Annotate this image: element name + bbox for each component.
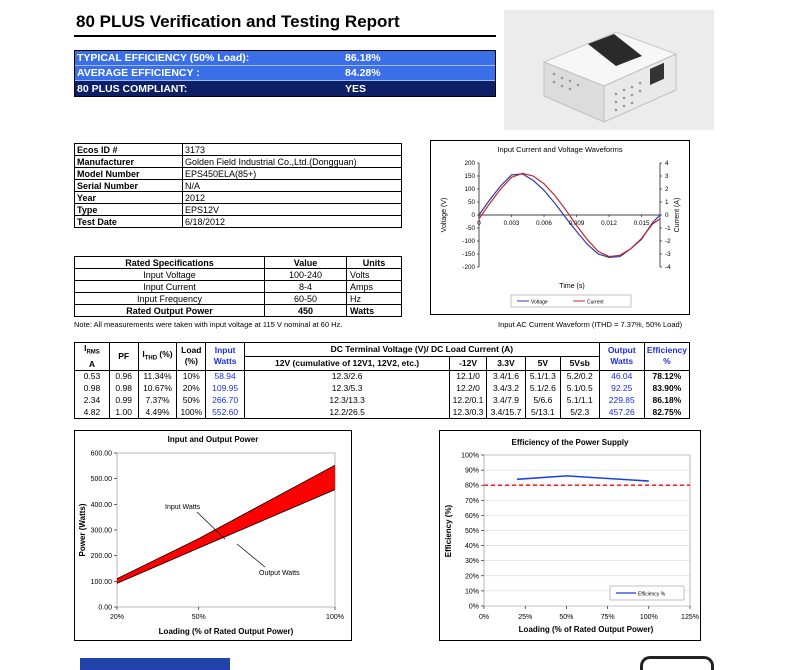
cell-pf: 0.98 (109, 382, 138, 394)
info-label: Model Number (75, 168, 183, 180)
cell-5v: 5.1/1.3 (525, 370, 560, 382)
cell-3v3: 3.4/15.7 (486, 406, 525, 418)
header-unit: Watts (610, 356, 634, 367)
info-label: Manufacturer (75, 156, 183, 168)
info-row (75, 192, 402, 204)
cell-irms: 4.82 (75, 406, 110, 418)
y-tick-label: 500.00 (90, 476, 112, 484)
y-tick-label: 200 (464, 160, 475, 168)
rated-value: 100-240 (265, 269, 347, 281)
info-label: Test Date (75, 216, 183, 228)
y-tick-label: 30% (464, 558, 479, 566)
cell-load: 20% (177, 382, 206, 394)
x-tick-label: 0% (478, 614, 490, 621)
cell-input: 58.94 (206, 370, 245, 382)
rated-header: Value (265, 257, 347, 269)
y-tick-label: 0 (471, 212, 475, 220)
power-chart-svg (75, 431, 351, 640)
info-row (75, 180, 402, 192)
cell-minus-12v: 12.2/0.1 (450, 394, 487, 406)
summary-row-typical (75, 51, 495, 66)
y2-tick-label: -1 (665, 225, 671, 233)
cell-pf: 0.99 (109, 394, 138, 406)
y-tick-label: 600.00 (90, 450, 112, 458)
x-tick-label: 0.015 (633, 220, 650, 227)
cell-ithd: 7.37% (138, 394, 177, 406)
info-value: 3173 (183, 144, 402, 156)
y-axis-label: Power (Watts) (78, 503, 87, 557)
x-tick-label: 50% (559, 614, 574, 621)
legend-label: Current (587, 299, 604, 306)
cell-3v3: 3.4/3.2 (486, 382, 525, 394)
cell-load: 50% (177, 394, 206, 406)
cell-irms: 2.34 (75, 394, 110, 406)
y2-tick-label: 2 (665, 186, 669, 194)
waveform-svg (431, 141, 689, 314)
rated-row (75, 281, 402, 293)
y-tick-label: 200.00 (90, 553, 112, 561)
title-rule (74, 35, 496, 37)
x-tick-label: 100% (326, 614, 344, 621)
info-label: Type (75, 204, 183, 216)
rated-value: 450 (265, 305, 347, 317)
cell-efficiency: 82.75% (644, 406, 689, 418)
col-5vsb: 5Vsb (560, 356, 599, 370)
col-irms (75, 343, 110, 371)
y2-tick-label: 4 (665, 160, 669, 168)
load-test-table (74, 342, 690, 419)
cell-output: 46.04 (599, 370, 644, 382)
y-tick-label: 100% (461, 452, 479, 460)
header-text: Efficiency (646, 345, 687, 356)
x-tick-label: 0.012 (601, 220, 617, 227)
cell-12v: 12.3/5.3 (245, 382, 450, 394)
rated-row (75, 293, 402, 305)
rated-header: Rated Specifications (75, 257, 265, 269)
cell-5vsb: 5.2/0.2 (560, 370, 599, 382)
info-row (75, 216, 402, 228)
rated-specifications-table (74, 256, 402, 317)
rated-value: 8-4 (265, 281, 347, 293)
chart-legend (610, 586, 684, 600)
col-minus-12v: -12V (450, 356, 487, 370)
col-12v: 12V (cumulative of 12V1, 12V2, etc.) (245, 356, 450, 370)
x-tick-label: 0.009 (568, 220, 585, 227)
summary-row-compliant (75, 81, 495, 96)
y2-tick-label: -4 (665, 264, 671, 272)
info-label: Serial Number (75, 180, 183, 192)
cell-input: 266.70 (206, 394, 245, 406)
chart-title: Input and Output Power (167, 435, 259, 444)
x-tick-label: 25% (518, 614, 533, 621)
cell-5v: 5/13.1 (525, 406, 560, 418)
col-5v: 5V (525, 356, 560, 370)
psu-icon (504, 10, 714, 130)
cell-12v: 12.2/26.5 (245, 406, 450, 418)
y-tick-label: 90% (464, 467, 479, 475)
y-tick-label: 80% (464, 482, 479, 490)
cell-pf: 1.00 (109, 406, 138, 418)
x-tick-label: 50% (191, 614, 206, 621)
cell-5vsb: 5.1/0.5 (560, 382, 599, 394)
y-tick-label: 40% (464, 543, 479, 551)
y2-tick-label: -2 (665, 238, 671, 246)
rated-unit: Amps (347, 281, 402, 293)
x-tick-label: 125% (681, 614, 699, 621)
rated-label: Input Voltage (75, 269, 265, 281)
rated-row (75, 305, 402, 317)
rated-label: Input Current (75, 281, 265, 293)
cell-5vsb: 5/2.3 (560, 406, 599, 418)
legend-label: Efficiency % (638, 591, 666, 598)
info-value: EPS12V (183, 204, 402, 216)
cell-5v: 5/6.6 (525, 394, 560, 406)
x-tick-label: 0.006 (536, 220, 552, 227)
header-text: Load (181, 345, 202, 356)
rated-value: 60-50 (265, 293, 347, 305)
cell-efficiency: 86.18% (644, 394, 689, 406)
summary-label: AVERAGE EFFICIENCY : (77, 67, 200, 79)
summary-value: 86.18% (345, 52, 381, 64)
header-text: I (84, 343, 87, 353)
cell-minus-12v: 12.1/0 (450, 370, 487, 382)
y-tick-label: 100.00 (90, 578, 112, 586)
col-dc-terminal: DC Terminal Voltage (V)/ DC Load Current (A) (245, 343, 600, 357)
waveform-chart (430, 140, 690, 315)
y2-tick-label: 0 (665, 212, 669, 220)
y2-tick-label: 3 (665, 173, 669, 181)
header-unit: % (663, 356, 671, 367)
waveform-caption: Input AC Current Waveform (ITHD = 7.37%, 50% Load) (498, 320, 683, 329)
rated-row (75, 269, 402, 281)
y-tick-label: -200 (462, 264, 475, 272)
info-row (75, 168, 402, 180)
col-ithd (138, 343, 177, 371)
info-row (75, 156, 402, 168)
cell-minus-12v: 12.2/0 (450, 382, 487, 394)
cell-load: 100% (177, 406, 206, 418)
cell-output: 92.25 (599, 382, 644, 394)
cell-input: 552.60 (206, 406, 245, 418)
cell-3v3: 3.4/1.6 (486, 370, 525, 382)
cell-3v3: 3.4/7.9 (486, 394, 525, 406)
table-row (75, 394, 690, 406)
x-axis-label: Loading (% of Rated Output Power) (158, 627, 294, 636)
y-tick-label: 10% (464, 588, 479, 596)
x-tick-label: 100% (639, 614, 658, 621)
cell-ithd: 10.67% (138, 382, 177, 394)
info-value: Golden Field Industrial Co.,Ltd.(Dongguan) (183, 156, 402, 168)
cell-efficiency: 78.12% (644, 370, 689, 382)
y-tick-label: -100 (462, 238, 475, 246)
efficiency-summary (74, 50, 496, 97)
efficiency-chart (439, 430, 701, 641)
info-value: N/A (183, 180, 402, 192)
table-row (75, 406, 690, 418)
header-unit: (%) (159, 348, 173, 359)
y-tick-label: 100 (464, 186, 475, 194)
table-row (75, 370, 690, 382)
rated-unit: Volts (347, 269, 402, 281)
cell-pf: 0.96 (109, 370, 138, 382)
cell-output: 457.26 (599, 406, 644, 418)
y-tick-label: 400.00 (90, 501, 112, 509)
y-tick-label: 50 (467, 199, 475, 207)
cell-load: 10% (177, 370, 206, 382)
info-label: Ecos ID # (75, 144, 183, 156)
rated-unit: Hz (347, 293, 402, 305)
y-tick-label: 20% (464, 573, 479, 581)
info-label: Year (75, 192, 183, 204)
x-tick-label: 75% (600, 614, 615, 621)
chart-title: Efficiency of the Power Supply (511, 438, 629, 447)
cell-ithd: 11.34% (138, 370, 177, 382)
info-value: 6/18/2012 (183, 216, 402, 228)
col-input-watts (206, 343, 245, 371)
info-row (75, 204, 402, 216)
y2-axis-label: Current (A) (674, 197, 681, 233)
efficiency-chart-svg (440, 431, 700, 640)
summary-label: TYPICAL EFFICIENCY (50% Load): (77, 52, 250, 64)
summary-value: 84.28% (345, 67, 381, 79)
header-sub: RMS (86, 349, 100, 356)
header-sub: THD (144, 355, 158, 362)
col-output-watts (599, 343, 644, 371)
header-unit: Watts (213, 356, 237, 367)
cell-12v: 12.3/13.3 (245, 394, 450, 406)
cell-5vsb: 5.1/1.1 (560, 394, 599, 406)
measurement-note: Note: All measurements were taken with input voltage at 115 V nominal at 60 Hz. (74, 320, 343, 329)
header-unit: A (88, 358, 95, 369)
rated-unit: Watts (347, 305, 402, 317)
cell-input: 109.95 (206, 382, 245, 394)
x-tick-label: 20% (109, 614, 125, 621)
input-output-power-chart (74, 430, 352, 641)
unit-info-table (74, 143, 402, 228)
cell-minus-12v: 12.3/0.3 (450, 406, 487, 418)
cell-12v: 12.3/2.6 (245, 370, 450, 382)
power-supply-unit-photo (504, 10, 714, 130)
rated-label: Input Frequency (75, 293, 265, 305)
rated-label: Rated Output Power (75, 305, 265, 317)
info-row (75, 144, 402, 156)
y2-tick-label: -3 (665, 251, 671, 259)
header-text: Output (607, 345, 636, 356)
y2-tick-label: 1 (665, 199, 669, 207)
y-axis-label: Voltage (V) (441, 197, 448, 233)
y-tick-label: 150 (464, 173, 475, 181)
y-tick-label: 300.00 (90, 527, 112, 535)
chart-legend (511, 295, 631, 307)
y-tick-label: 60% (464, 512, 479, 520)
cell-5v: 5.1/2.6 (525, 382, 560, 394)
x-tick-label: 0.003 (503, 220, 520, 227)
legend-label: Voltage (531, 299, 548, 306)
y-tick-label: -150 (462, 251, 475, 259)
rated-header: Units (347, 257, 402, 269)
y-tick-label: 0% (468, 603, 479, 611)
x-axis-label: Loading (% of Rated Output Power) (518, 625, 654, 634)
annotation-input-watts: Input Watts (165, 504, 201, 511)
header-unit: (%) (184, 356, 198, 367)
y-tick-label: 0.00 (98, 604, 112, 612)
header-text: I (142, 348, 145, 359)
col-efficiency (644, 343, 689, 371)
x-tick-label: 0 (477, 220, 481, 227)
col-load (177, 343, 206, 371)
y-tick-label: -50 (465, 225, 475, 233)
table-row (75, 382, 690, 394)
footer-logo-strip (80, 658, 230, 670)
y-tick-label: 50% (464, 528, 479, 535)
y-axis-label: Efficiency (%) (444, 504, 453, 558)
col-3v3: 3.3V (486, 356, 525, 370)
summary-label: 80 PLUS COMPLIANT: (77, 82, 188, 95)
footer-badge-outline (640, 656, 714, 670)
summary-row-average (75, 66, 495, 81)
report-title: 80 PLUS Verification and Testing Report (76, 12, 400, 31)
annotation-output-watts: Output Watts (259, 570, 300, 577)
summary-value: YES (345, 82, 367, 95)
cell-efficiency: 83.90% (644, 382, 689, 394)
cell-irms: 0.98 (75, 382, 110, 394)
cell-ithd: 4.49% (138, 406, 177, 418)
header-text: Input (214, 345, 236, 356)
y-tick-label: 70% (464, 497, 479, 505)
cell-output: 229.85 (599, 394, 644, 406)
col-pf: PF (109, 343, 138, 371)
chart-title: Input Current and Voltage Waveforms (497, 145, 623, 154)
info-value: EPS450ELA(85+) (183, 168, 402, 180)
info-value: 2012 (183, 192, 402, 204)
cell-irms: 0.53 (75, 370, 110, 382)
x-axis-label: Time (s) (559, 283, 585, 290)
